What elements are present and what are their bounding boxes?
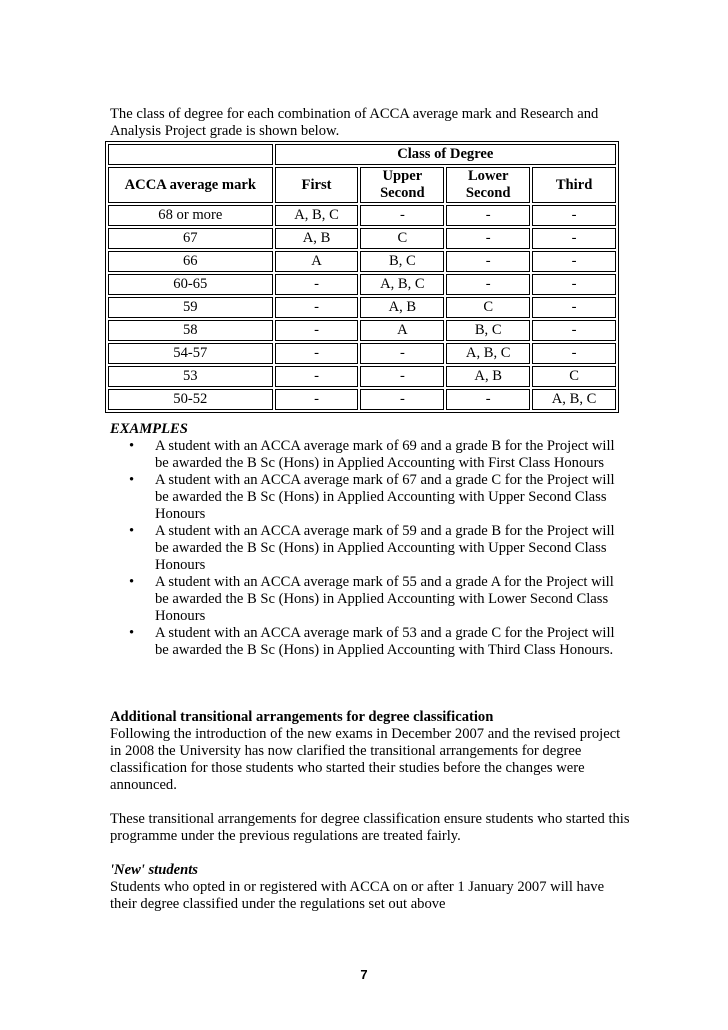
table-cell: - xyxy=(446,228,530,249)
bullet-icon: • xyxy=(129,523,135,539)
table-cell: A, B xyxy=(446,366,530,387)
table-cell: - xyxy=(446,389,530,410)
degree-class-table xyxy=(105,141,619,413)
table-row xyxy=(108,251,616,272)
list-item xyxy=(129,625,620,659)
bullet-icon: • xyxy=(129,625,135,641)
table-cell: - xyxy=(360,366,444,387)
table-cell: A, B, C xyxy=(446,343,530,364)
table-cell: 68 or more xyxy=(108,205,273,226)
list-item xyxy=(129,523,620,574)
list-item-text: A student with an ACCA average mark of 53 and a grade C for the Project will be awarded the B Sc (Hons) in Applied Accounting with Third Class Honours. xyxy=(155,625,615,658)
table-cell: A, B, C xyxy=(532,389,616,410)
column-header: Upper Second xyxy=(360,167,444,203)
table-header-row xyxy=(108,167,616,203)
table-cell: A xyxy=(360,320,444,341)
table-cell: - xyxy=(275,297,359,318)
examples-heading: EXAMPLES xyxy=(110,421,188,437)
table-cell: - xyxy=(446,205,530,226)
table-cell: - xyxy=(275,389,359,410)
table-cell: 50-52 xyxy=(108,389,273,410)
table-cell: - xyxy=(360,389,444,410)
table-cell: 54-57 xyxy=(108,343,273,364)
table-cell: - xyxy=(532,274,616,295)
table-cell: - xyxy=(532,320,616,341)
table-cell: - xyxy=(532,297,616,318)
class-of-degree-header: Class of Degree xyxy=(275,144,616,165)
table-cell: - xyxy=(532,251,616,272)
examples-section xyxy=(110,421,620,659)
new-students-paragraph: Students who opted in or registered with ACCA on or after 1 January 2007 will have their degree classified under the regulations set out above xyxy=(110,879,605,912)
list-item-text: A student with an ACCA average mark of 69 and a grade B for the Project will be awarded the B Sc (Hons) in Applied Accounting with First Class Honours xyxy=(155,438,615,471)
transitional-paragraph-2: These transitional arrangements for degree classification ensure students who started this programme under the previous regulations are treated fairly. xyxy=(110,811,630,844)
new-students-heading: 'New' students xyxy=(110,862,198,878)
bullet-icon: • xyxy=(129,438,135,454)
table-cell: 58 xyxy=(108,320,273,341)
table-row xyxy=(108,343,616,364)
table-cell: A xyxy=(275,251,359,272)
table-cell: A, B, C xyxy=(275,205,359,226)
list-item xyxy=(129,574,620,625)
transitional-paragraph-1: Following the introduction of the new exams in December 2007 and the revised project in 2008 the University has now clarified the transitional arrangements for degree classification for those students who started their studies before the changes were announced. xyxy=(110,726,621,793)
list-item-text: A student with an ACCA average mark of 59 and a grade B for the Project will be awarded the B Sc (Hons) in Applied Accounting with Upper Second Class Honours xyxy=(155,523,615,573)
page-number: 7 xyxy=(360,967,368,982)
table-cell: - xyxy=(275,343,359,364)
list-item-text: A student with an ACCA average mark of 55 and a grade A for the Project will be awarded the B Sc (Hons) in Applied Accounting with Lower Second Class Honours xyxy=(155,574,614,624)
table-row xyxy=(108,366,616,387)
table-row xyxy=(108,228,616,249)
transitional-section xyxy=(110,709,630,930)
table-cell: A, B, C xyxy=(360,274,444,295)
list-item xyxy=(129,472,620,523)
list-item-text: A student with an ACCA average mark of 67 and a grade C for the Project will be awarded the B Sc (Hons) in Applied Accounting with Upper Second Class Honours xyxy=(155,472,615,522)
table-row xyxy=(108,205,616,226)
table-cell: 66 xyxy=(108,251,273,272)
list-item xyxy=(129,438,620,472)
table-cell: - xyxy=(275,320,359,341)
table-cell: C xyxy=(360,228,444,249)
bullet-icon: • xyxy=(129,574,135,590)
table-cell: 53 xyxy=(108,366,273,387)
table-cell: B, C xyxy=(446,320,530,341)
table-cell: - xyxy=(275,366,359,387)
examples-list xyxy=(110,438,620,659)
table-row xyxy=(108,389,616,410)
table-row xyxy=(108,320,616,341)
table-cell: - xyxy=(446,274,530,295)
table-header-row-top xyxy=(108,144,616,165)
table-cell: - xyxy=(360,205,444,226)
table-cell: - xyxy=(532,228,616,249)
table-cell: C xyxy=(532,366,616,387)
table-cell: A, B xyxy=(360,297,444,318)
table-cell: 59 xyxy=(108,297,273,318)
column-header: Third xyxy=(532,167,616,203)
table-cell: - xyxy=(532,205,616,226)
column-header: First xyxy=(275,167,359,203)
table-cell: 60-65 xyxy=(108,274,273,295)
table-cell: A, B xyxy=(275,228,359,249)
table-cell: - xyxy=(532,343,616,364)
table-cell: - xyxy=(275,274,359,295)
table-cell: - xyxy=(446,251,530,272)
bullet-icon: • xyxy=(129,472,135,488)
table-cell: 67 xyxy=(108,228,273,249)
table-row xyxy=(108,274,616,295)
table-cell: B, C xyxy=(360,251,444,272)
empty-header-cell xyxy=(108,144,273,165)
intro-paragraph: The class of degree for each combination of ACCA average mark and Research and Analysis Project grade is shown below. xyxy=(110,106,599,139)
transitional-heading: Additional transitional arrangements for degree classification xyxy=(110,709,494,725)
column-header: ACCA average mark xyxy=(108,167,273,203)
column-header: Lower Second xyxy=(446,167,530,203)
table-cell: - xyxy=(360,343,444,364)
table-cell: C xyxy=(446,297,530,318)
table-row xyxy=(108,297,616,318)
